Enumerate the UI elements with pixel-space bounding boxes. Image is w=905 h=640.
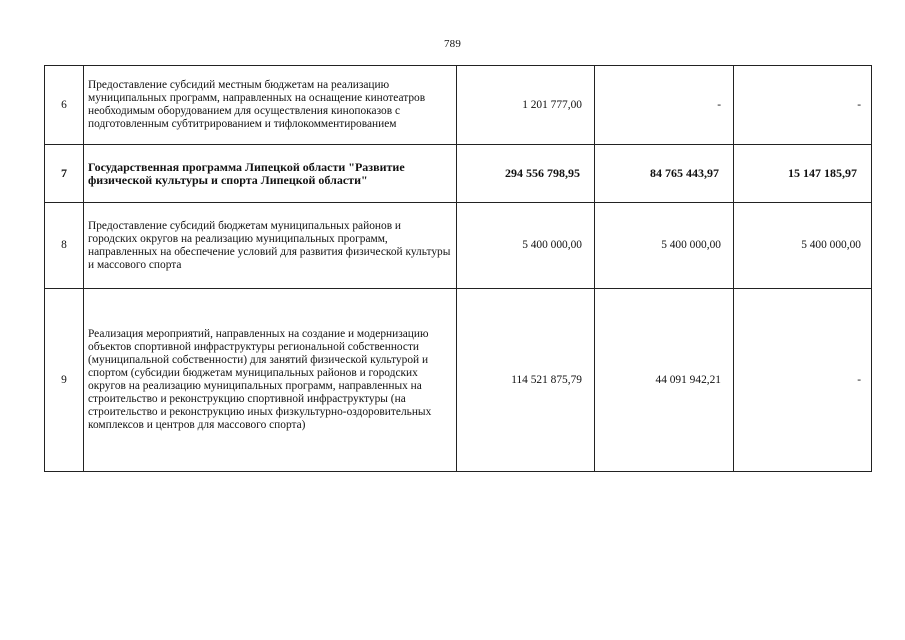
row-description: Государственная программа Липецкой области "Развитие физической культуры и спорта Липецкой области" xyxy=(84,145,457,203)
row-value-2: 5 400 000,00 xyxy=(595,203,734,289)
row-value-3: - xyxy=(734,289,872,472)
row-number: 8 xyxy=(45,203,84,289)
row-number: 6 xyxy=(45,66,84,145)
row-value-2: 84 765 443,97 xyxy=(595,145,734,203)
table-row xyxy=(45,289,872,472)
row-value-2: 44 091 942,21 xyxy=(595,289,734,472)
row-value-3: 5 400 000,00 xyxy=(734,203,872,289)
row-value-3: 15 147 185,97 xyxy=(734,145,872,203)
row-description: Предоставление субсидий местным бюджетам на реализацию муниципальных программ, направленных на оснащение кинотеатров необходимым оборудованием для осуществления кинопоказов с подготовленным субтитрированием и тифлокомментированием xyxy=(84,66,457,145)
page-number: 789 xyxy=(443,38,462,50)
row-value-2: - xyxy=(595,66,734,145)
row-value-1: 1 201 777,00 xyxy=(457,66,595,145)
row-value-1: 294 556 798,95 xyxy=(457,145,595,203)
row-description: Реализация мероприятий, направленных на создание и модернизацию объектов спортивной инфраструктуры региональной собственности (муниципальной собственности) для занятий физической культурой и спортом (субсидии бюджетам муниципальных районов и городских округов на реализацию муниципальных программ, направленных на строительство и реконструкцию спортивной инфраструктуры (на строительство и реконструкцию иных физкультурно-оздоровительных комплексов и центров для массового спорта) xyxy=(84,289,457,472)
row-value-3: - xyxy=(734,66,872,145)
table-row xyxy=(45,145,872,203)
budget-table xyxy=(44,65,872,472)
row-value-1: 114 521 875,79 xyxy=(457,289,595,472)
row-value-1: 5 400 000,00 xyxy=(457,203,595,289)
row-number: 9 xyxy=(45,289,84,472)
table-row xyxy=(45,66,872,145)
table-row xyxy=(45,203,872,289)
row-number: 7 xyxy=(45,145,84,203)
row-description: Предоставление субсидий бюджетам муниципальных районов и городских округов на реализацию муниципальных программ, направленных на обеспечение условий для развития физической культуры и массового спорта xyxy=(84,203,457,289)
